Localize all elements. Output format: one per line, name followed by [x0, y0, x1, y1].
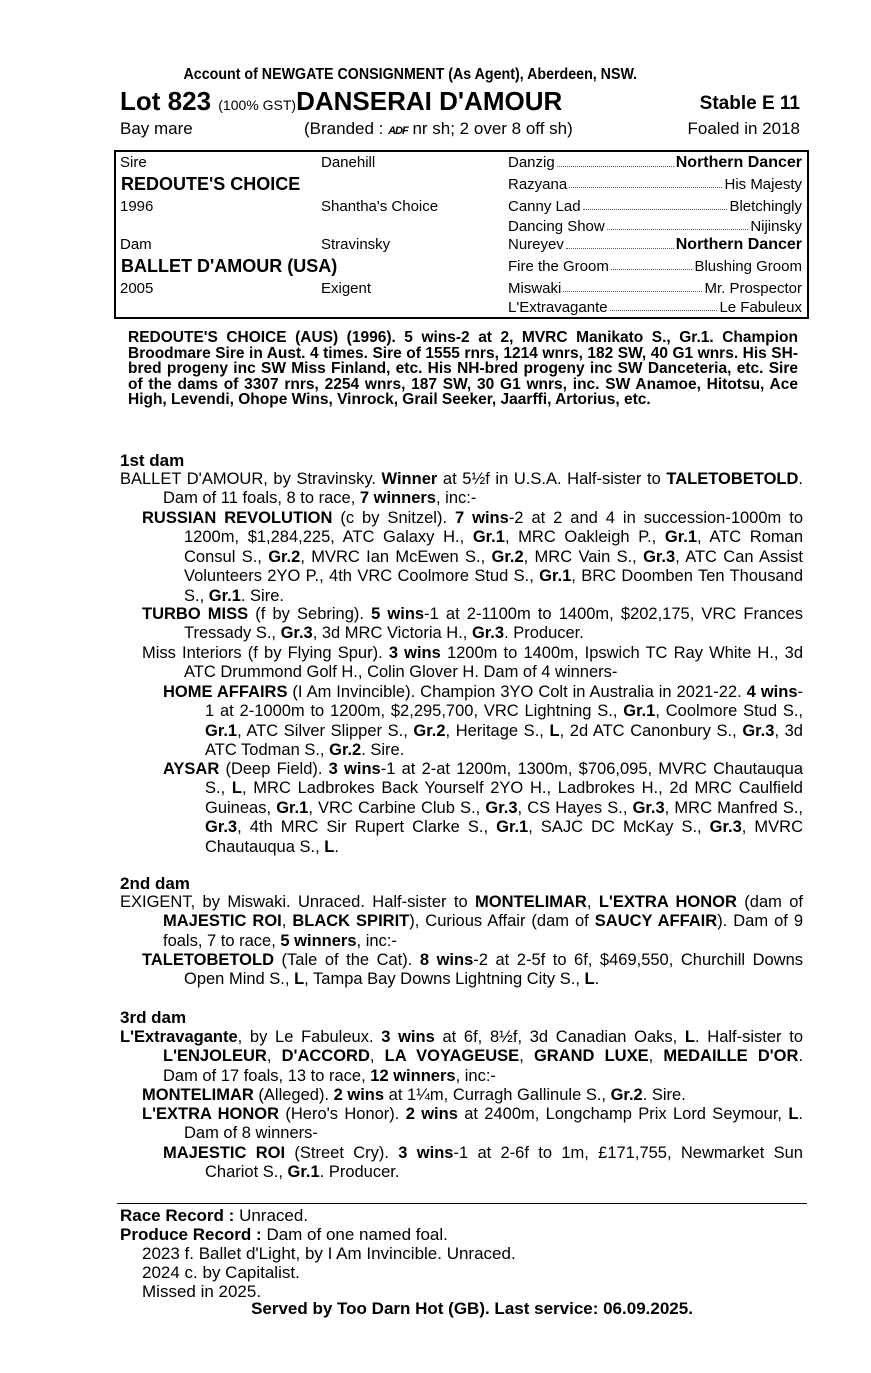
brand-info: (Branded : ADF nr sh; 2 over 8 off sh) — [304, 119, 573, 138]
race-record: Race Record : Unraced. — [120, 1206, 309, 1225]
produce-item: Missed in 2025. — [142, 1282, 262, 1301]
pedigree-row: Canny Lad Bletchingly — [508, 198, 802, 215]
progeny-entry: RUSSIAN REVOLUTION (c by Snitzel). 7 wins-2 at 2 and 4 in succession-1000m to 1200m, $1,284,225, ATC Galaxy H., Gr.1, MRC Oakleigh P., Gr.1, ATC Roman Consul S., Gr.2, MVRC Ian McEwen S., Gr.2, MRC Vain S., Gr.3, ATC Can Assist Volunteers 2YO P., 4th VRC Coolmore Stud S., Gr.1, BRC Doomben Ten Thousand S., Gr.1. Sire. — [142, 509, 803, 605]
dam-label: Dam — [120, 236, 152, 253]
lot-number: Lot 823 — [120, 86, 212, 116]
progeny-entry: L'EXTRA HONOR (Hero's Honor). 2 wins at 2400m, Longchamp Prix Lord Seymour, L. Dam of 8 winners- — [142, 1105, 804, 1143]
pedigree-row: Nureyev Northern Dancer — [508, 236, 802, 253]
dam-name: BALLET D'AMOUR (USA) — [121, 256, 338, 276]
sire-label: Sire — [120, 154, 147, 171]
pedigree-row: Dancing Show Nijinsky — [508, 218, 802, 235]
vendor-account: Account of NEWGATE CONSIGNMENT (As Agent), Aberdeen, NSW. — [183, 66, 638, 83]
stable-number: Stable E 11 — [699, 93, 800, 114]
third-dam-heading: 3rd dam — [120, 1008, 187, 1027]
pedigree-row: Razyana His Majesty — [508, 176, 802, 193]
dam-year: 2005 — [120, 280, 154, 297]
produce-item: 2024 c. by Capitalist. — [142, 1263, 300, 1282]
sire-summary: REDOUTE'S CHOICE (AUS) (1996). 5 wins-2 at 2, MVRC Manikato S., Gr.1. Champion Broodmare Sire in Aust. 4 times. Sire of 1555 rnrs, 1214 wnrs, 182 SW, 40 G1 wnrs. His SH-bred progeny inc SW Miss Finland, etc. His NH-bred progeny inc SW Danceteria, etc. Sire of the dams of 3307 rnrs, 2254 wnrs, 187 SW, 30 G1 wnrs, inc. SW Anamoe, Hitotsu, Ace High, Levendi, Ohope Wins, Vinrock, Grail Seeker, Jaarffi, Artorius, etc. — [128, 329, 798, 408]
second-dam-heading: 2nd dam — [120, 874, 190, 893]
first-dam-heading: 1st dam — [120, 451, 185, 470]
progeny-entry: TURBO MISS (f by Sebring). 5 wins-1 at 2-1100m to 1400m, $202,175, VRC Frances Tressady S., Gr.3, 3d MRC Victoria H., Gr.3. Producer. — [142, 605, 803, 643]
dam-sire: Stravinsky — [321, 236, 391, 253]
sire-sire: Danehill — [321, 154, 376, 171]
pedigree-row: Fire the Groom Blushing Groom — [508, 258, 802, 275]
sire-dam: Shantha's Choice — [321, 198, 439, 215]
progeny-entry: MONTELIMAR (Alleged). 2 wins at 1¼m, Curragh Gallinule S., Gr.2. Sire. — [142, 1086, 686, 1104]
produce-record: Produce Record : Dam of one named foal. — [120, 1225, 448, 1244]
pedigree-table — [114, 150, 809, 319]
progeny-entry: Miss Interiors (f by Flying Spur). 3 wins 1200m to 1400m, Ipswich TC Ray White H., 3d ATC Drummond Golf H., Colin Glover H. Dam of 4 winners- — [142, 644, 803, 682]
dam-dam: Exigent — [321, 280, 372, 297]
gst-note: (100% GST) — [218, 97, 297, 113]
third-dam-text: L'Extravagante, by Le Fabuleux. 3 wins at 6f, 8½f, 3d Canadian Oaks, L. Half-sister to L'ENJOLEUR, D'ACCORD, LA VOYAGEUSE, GRAND LUXE, MEDAILLE D'OR. Dam of 17 foals, 13 to race, 12 winners, inc:- — [120, 1028, 804, 1085]
sex-colour: Bay mare — [120, 119, 193, 138]
produce-item: 2023 f. Ballet d'Light, by I Am Invincible. Unraced. — [142, 1244, 516, 1263]
served-by: Served by Too Darn Hot (GB). Last service: 06.09.2025. — [251, 1299, 693, 1318]
second-dam-text: EXIGENT, by Miswaki. Unraced. Half-sister to MONTELIMAR, L'EXTRA HONOR (dam of MAJESTIC ROI, BLACK SPIRIT), Curious Affair (dam of SAUCY AFFAIR). Dam of 9 foals, 7 to race, 5 winners, inc:- — [120, 893, 804, 950]
brand-mark: ADF — [388, 125, 408, 137]
section-divider — [117, 1203, 807, 1204]
progeny-entry: HOME AFFAIRS (I Am Invincible). Champion 3YO Colt in Australia in 2021-22. 4 wins-1 at 2-1000m to 1200m, $2,295,700, VRC Lightning S., Gr.1, Coolmore Stud S., Gr.1, ATC Silver Slipper S., Gr.2, Heritage S., L, 2d ATC Canonbury S., Gr.3, 3d ATC Todman S., Gr.2. Sire. — [163, 683, 803, 760]
lot-title — [120, 86, 562, 117]
sire-name: REDOUTE'S CHOICE — [121, 174, 301, 194]
first-dam-text: BALLET D'AMOUR, by Stravinsky. Winner at 5½f in U.S.A. Half-sister to TALETOBETOLD. Dam of 11 foals, 8 to race, 7 winners, inc:- — [120, 470, 803, 508]
pedigree-row: L'Extravagante Le Fabuleux — [508, 299, 802, 316]
horse-name: DANSERAI D'AMOUR — [296, 86, 563, 116]
pedigree-row: Miswaki Mr. Prospector — [508, 280, 802, 297]
foaled-year: Foaled in 2018 — [687, 119, 800, 138]
progeny-entry: MAJESTIC ROI (Street Cry). 3 wins-1 at 2-6f to 1m, £171,755, Newmarket Sun Chariot S., Gr.1. Producer. — [163, 1144, 803, 1182]
progeny-entry: TALETOBETOLD (Tale of the Cat). 8 wins-2 at 2-5f to 6f, $469,550, Churchill Downs Open Mind S., L, Tampa Bay Downs Lightning City S., L. — [142, 951, 804, 989]
sire-year: 1996 — [120, 198, 154, 215]
pedigree-row: Danzig Northern Dancer — [508, 154, 802, 171]
progeny-entry: AYSAR (Deep Field). 3 wins-1 at 2-at 1200m, 1300m, $706,095, MVRC Chautauqua S., L, MRC Ladbrokes Back Yourself 2YO H., Ladbrokes H., 2d MRC Caulfield Guineas, Gr.1, VRC Carbine Club S., Gr.3, CS Hayes S., Gr.3, MRC Manfred S., Gr.3, 4th MRC Sir Rupert Clarke S., Gr.1, SAJC DC McKay S., Gr.3, MVRC Chautauqua S., L. — [163, 760, 803, 856]
